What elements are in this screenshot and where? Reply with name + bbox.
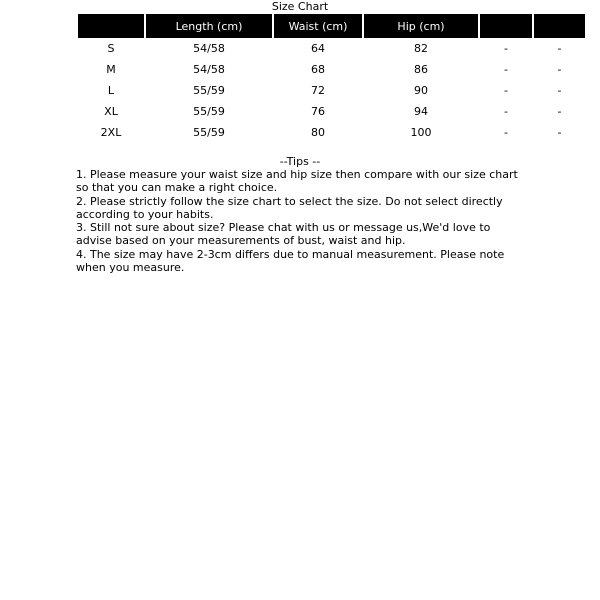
table-cell-extra-2: - (557, 84, 562, 97)
table-cell-extra-1: - (504, 84, 508, 97)
table-cell-length: 55/59 (193, 84, 225, 97)
header-cell-extra-1 (480, 14, 532, 38)
header-cell-length: Length (cm) (146, 14, 272, 38)
table-cell-extra-2: - (557, 126, 562, 139)
table-cell-waist: 80 (311, 126, 325, 139)
tip-item: 1. Please measure your waist size and hip size then compare with our size chart so that you can make a right choice. (76, 168, 518, 195)
table-cell-extra-1: - (504, 105, 508, 118)
table-cell-length: 54/58 (193, 42, 225, 55)
table-cell-extra-2: - (557, 63, 562, 76)
table-cell-extra-1: - (504, 63, 508, 76)
size-chart-table (76, 14, 587, 143)
header-cell-waist: Waist (cm) (274, 14, 362, 38)
table-cell-size: L (107, 84, 115, 97)
header-cell-hip: Hip (cm) (364, 14, 478, 38)
table-header-row (78, 14, 585, 38)
table-cell-length: 55/59 (193, 126, 225, 139)
table-cell-size: M (106, 63, 116, 76)
tips-list (76, 168, 526, 274)
table-cell-waist: 68 (311, 63, 325, 76)
table-cell-extra-2: - (557, 42, 562, 55)
table-row (78, 38, 585, 59)
table-cell-hip: 100 (410, 126, 432, 139)
table-cell-extra-1: - (504, 42, 508, 55)
table-row (78, 80, 585, 101)
table-cell-size: S (107, 42, 115, 55)
table-cell-waist: 64 (311, 42, 325, 55)
table-cell-hip: 82 (414, 42, 428, 55)
tip-item: 4. The size may have 2-3cm differs due to manual measurement. Please note when you measure. (76, 247, 505, 275)
table-cell-hip: 94 (414, 105, 428, 118)
table-cell-waist: 72 (311, 84, 325, 97)
table-cell-size: XL (104, 105, 118, 118)
tip-item: 2. Please strictly follow the size chart to select the size. Do not select directly according to your habits. (76, 194, 503, 221)
header-cell-extra-2 (534, 14, 585, 38)
header-cell-size (78, 14, 144, 38)
tips-heading: --Tips -- (279, 155, 321, 168)
table-cell-length: 55/59 (193, 105, 225, 118)
size-chart-title: Size Chart (271, 0, 329, 13)
table-cell-extra-2: - (557, 105, 562, 118)
table-row (78, 122, 585, 143)
table-cell-length: 54/58 (193, 63, 225, 76)
table-cell-size: 2XL (100, 126, 122, 139)
table-cell-waist: 76 (311, 105, 325, 118)
table-cell-hip: 86 (414, 63, 428, 76)
table-row (78, 59, 585, 80)
tip-item: 3. Still not sure about size? Please chat with us or message us,We'd love to advise based on your measurements of bust, waist and hip. (76, 221, 491, 248)
table-row (78, 101, 585, 122)
table-cell-hip: 90 (414, 84, 428, 97)
table-cell-extra-1: - (504, 126, 508, 139)
